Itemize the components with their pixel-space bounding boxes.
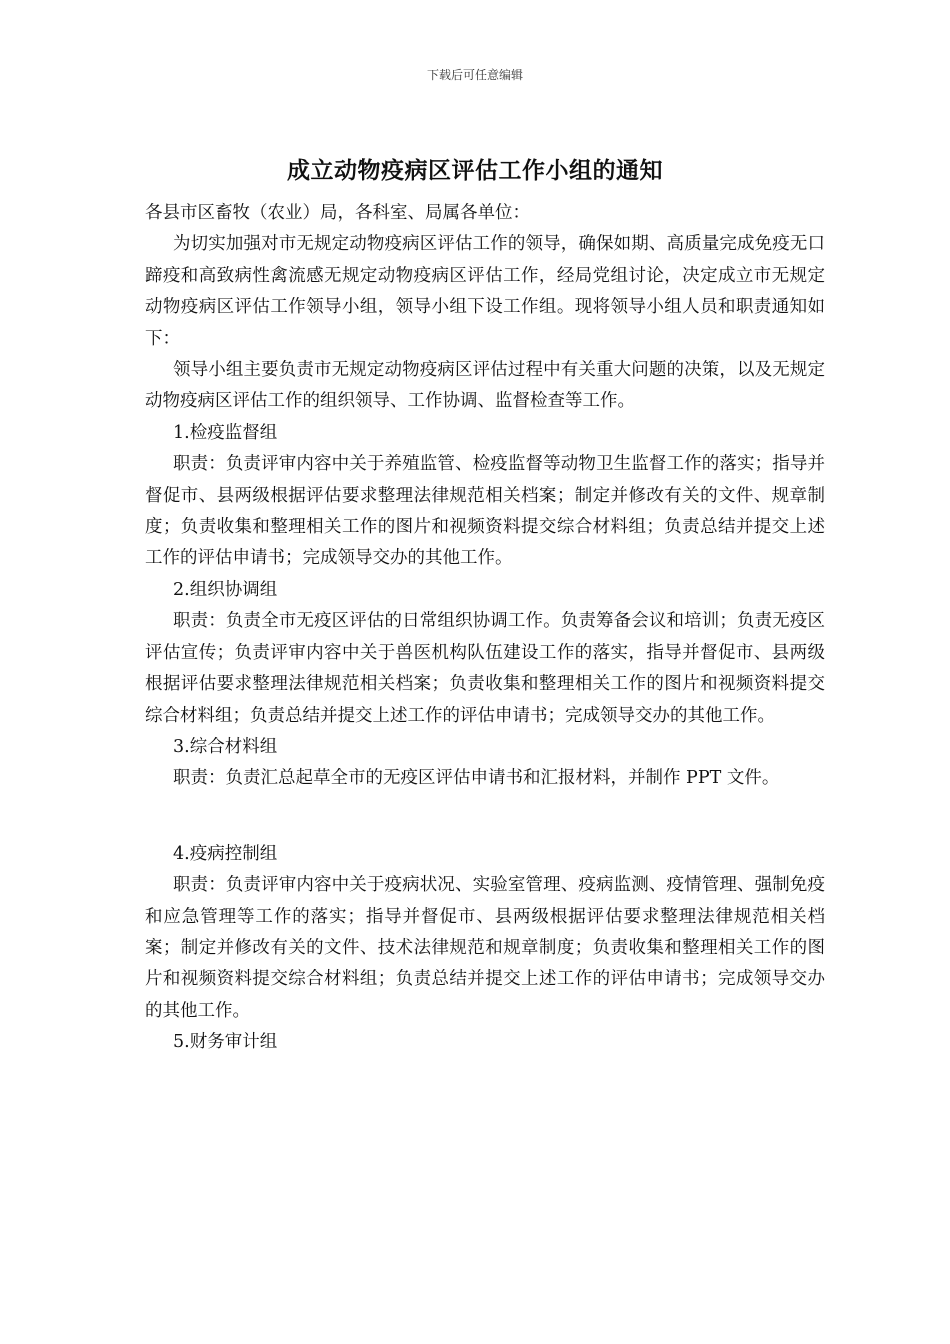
page-title: 成立动物疫病区评估工作小组的通知 (287, 158, 663, 184)
group-heading-inspection: 1.检疫监督组 (173, 422, 278, 443)
group-heading-disease-control: 4.疫病控制组 (173, 843, 278, 864)
group-duty-coordination: 职责：负责全市无疫区评估的日常组织协调工作。负责筹备会议和培训；负责无疫区评估宣传；负责评审内容中关于兽医机构队伍建设工作的落实，指导并督促市、县两级根据评估要求整理法律规范相关档案；负责收集和整理相关工作的图片和视频资料提交综合材料组；负责总结并提交上述工作的评估申请书；完成领导交办的其他工作。 (145, 611, 825, 726)
group-duty-inspection: 职责：负责评审内容中关于养殖监管、检疫监督等动物卫生监督工作的落实；指导并督促市、县两级根据评估要求整理法律规范相关档案；制定并修改有关的文件、规章制度；负责收集和整理相关工作的图片和视频资料提交综合材料组；负责总结并提交上述工作的评估申请书；完成领导交办的其他工作。 (145, 454, 825, 569)
intro-paragraph: 为切实加强对市无规定动物疫病区评估工作的领导，确保如期、高质量完成免疫无口蹄疫和高致病性禽流感无规定动物疫病区评估工作，经局党组讨论，决定成立市无规定动物疫病区评估工作领导小组，领导小组下设工作组。现将领导小组人员和职责通知如下： (145, 234, 825, 349)
salutation: 各县市区畜牧（农业）局，各科室、局属各单位： (145, 203, 530, 223)
group-heading-finance-audit: 5.财务审计组 (173, 1032, 278, 1053)
group-duty-disease-control: 职责：负责评审内容中关于疫病状况、实验室管理、疫病监测、疫情管理、强制免疫和应急管理等工作的落实；指导并督促市、县两级根据评估要求整理法律规范相关档案；制定并修改有关的文件、技术法律规范和规章制度；负责收集和整理相关工作的图片和视频资料提交综合材料组；负责总结并提交上述工作的评估申请书；完成领导交办的其他工作。 (145, 875, 825, 1021)
group-heading-materials: 3.综合材料组 (173, 736, 278, 757)
document-body (145, 198, 825, 1059)
paragraph-gap (145, 795, 825, 839)
header-note: 下载后可任意编辑 (426, 68, 523, 82)
leadership-paragraph: 领导小组主要负责市无规定动物疫病区评估过程中有关重大问题的决策，以及无规定动物疫病区评估工作的组织领导、工作协调、监督检查等工作。 (145, 360, 825, 412)
group-duty-materials: 职责：负责汇总起草全市的无疫区评估申请书和汇报材料，并制作 PPT 文件。 (173, 768, 780, 789)
group-heading-coordination: 2.组织协调组 (173, 579, 278, 600)
